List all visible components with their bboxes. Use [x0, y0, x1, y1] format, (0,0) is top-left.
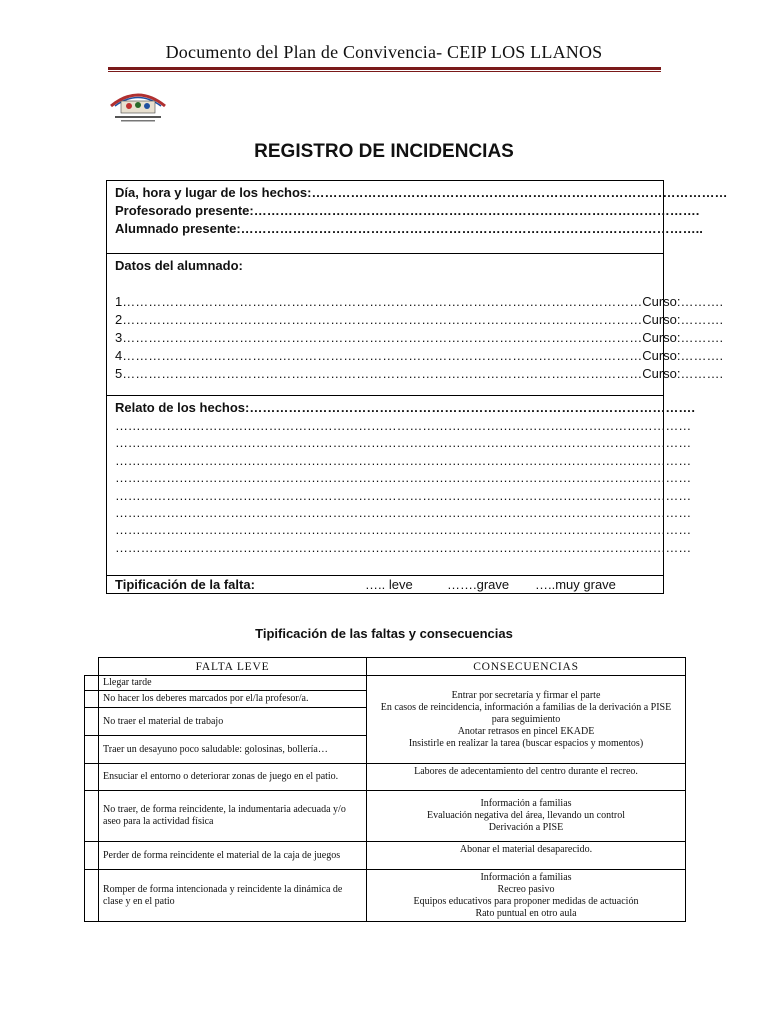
consequence-line: Rato puntual en otro aula	[475, 907, 577, 919]
falta-cell: Llegar tarde	[99, 676, 367, 691]
form-section-classification	[107, 576, 663, 594]
student-row[interactable]: 5…………………………………………………………………………………………………………Curso:……….	[115, 366, 724, 381]
consequence-line: Información a familias	[480, 871, 572, 883]
field-dia-hora-lugar[interactable]: Día, hora y lugar de los hechos:……………………………………………………………………………………	[115, 185, 728, 200]
narrative-line[interactable]: ………………………………………………………………………………………………………………………	[115, 470, 692, 486]
consequence-line: En casos de reincidencia, información a familias de la derivación a PISE para seguimiento	[380, 701, 672, 725]
table-gutter	[85, 842, 99, 870]
table-gutter	[85, 708, 99, 736]
consecuencias-cell	[367, 791, 686, 842]
table-row	[85, 870, 686, 922]
consecuencias-cell: Labores de adecentamiento del centro durante el recreo.	[367, 764, 686, 791]
table-row	[85, 842, 686, 870]
option-leve[interactable]: ….. leve	[365, 577, 413, 592]
student-row[interactable]: 2…………………………………………………………………………………………………………Curso:……….	[115, 312, 724, 327]
option-muy-grave[interactable]: …..muy grave	[535, 577, 616, 592]
narrative-label[interactable]: Relato de los hechos:………………………………………………………………………………………….	[115, 400, 695, 415]
table-gutter	[85, 736, 99, 764]
narrative-line[interactable]: ………………………………………………………………………………………………………………………	[115, 487, 692, 503]
header-rule	[108, 67, 661, 70]
form-section-narrative	[107, 396, 695, 576]
consecuencias-cell	[367, 870, 686, 922]
table-row	[85, 764, 686, 791]
table-row	[85, 791, 686, 842]
header-rule-thin	[108, 71, 661, 72]
consequence-line: Anotar retrasos en pincel EKADE	[457, 725, 595, 737]
falta-cell: Romper de forma intencionada y reincidente la dinámica de clase y en el patio	[99, 870, 367, 922]
falta-cell: Traer un desayuno poco saludable: golosinas, bollería…	[99, 736, 367, 764]
table-gutter	[85, 791, 99, 842]
students-label: Datos del alumnado:	[115, 258, 243, 273]
faults-table	[84, 657, 686, 922]
falta-cell: Ensuciar el entorno o deteriorar zonas de juego en el patio.	[99, 764, 367, 791]
document-header-title: Documento del Plan de Convivencia- CEIP LOS LLANOS	[165, 42, 603, 62]
narrative-line[interactable]: ………………………………………………………………………………………………………………………	[115, 418, 692, 433]
consecuencias-cell: Abonar el material desaparecido.	[367, 842, 686, 870]
field-profesorado[interactable]: Profesorado presente:………………………………………………………………………………………….	[115, 203, 700, 218]
narrative-line[interactable]: ………………………………………………………………………………………………………………………	[115, 505, 692, 521]
classification-label: Tipificación de la falta:	[115, 577, 255, 592]
consequence-line: Equipos educativos para proponer medidas de actuación	[413, 895, 639, 907]
table-gutter	[85, 870, 99, 922]
page-title: REGISTRO DE INCIDENCIAS	[254, 141, 514, 162]
school-crest-icon	[107, 86, 169, 124]
student-row[interactable]: 4…………………………………………………………………………………………………………Curso:……….	[115, 348, 724, 363]
table-gutter	[85, 676, 99, 691]
table-gutter	[85, 658, 99, 676]
falta-cell: No traer el material de trabajo	[99, 708, 367, 736]
table-header-row	[85, 658, 686, 676]
student-row[interactable]: 1…………………………………………………………………………………………………………Curso:……….	[115, 294, 724, 309]
narrative-line[interactable]: ………………………………………………………………………………………………………………………	[115, 435, 692, 451]
form-section-facts	[107, 181, 728, 254]
narrative-line[interactable]: ………………………………………………………………………………………………………………………	[115, 539, 692, 555]
table-gutter	[85, 764, 99, 791]
table-row	[85, 676, 686, 691]
student-row[interactable]: 3…………………………………………………………………………………………………………Curso:……….	[115, 330, 724, 345]
consequence-line: Recreo pasivo	[497, 883, 555, 895]
form-section-students	[107, 254, 724, 396]
consecuencias-cell	[367, 676, 686, 764]
consequence-line: Derivación a PISE	[488, 822, 564, 833]
option-grave[interactable]: …….grave	[447, 577, 510, 592]
falta-cell: No hacer los deberes marcados por el/la profesor/a.	[99, 691, 367, 708]
table-gutter	[85, 691, 99, 708]
header-consecuencias: CONSECUENCIAS	[367, 658, 686, 676]
section-subtitle: Tipificación de las faltas y consecuencias	[255, 626, 513, 641]
incident-form	[106, 180, 728, 594]
consequence-line: Información a familias	[480, 798, 572, 809]
consequence-line: Insistirle en realizar la tarea (buscar espacios y momentos)	[408, 737, 644, 749]
narrative-line[interactable]: ………………………………………………………………………………………………………………………	[115, 522, 692, 538]
field-alumnado[interactable]: Alumnado presente:……………………………………………………………………………………………..	[115, 221, 703, 236]
falta-cell: Perder de forma reincidente el material de la caja de juegos	[99, 842, 367, 870]
narrative-line[interactable]: ………………………………………………………………………………………………………………………	[115, 452, 692, 468]
consequence-line: Evaluación negativa del área, llevando un control	[427, 810, 625, 821]
falta-cell: No traer, de forma reincidente, la indumentaria adecuada y/o aseo para la actividad física	[99, 791, 367, 842]
consequence-line: Entrar por secretaría y firmar el parte	[451, 689, 601, 701]
header-falta-leve: FALTA LEVE	[99, 658, 367, 676]
